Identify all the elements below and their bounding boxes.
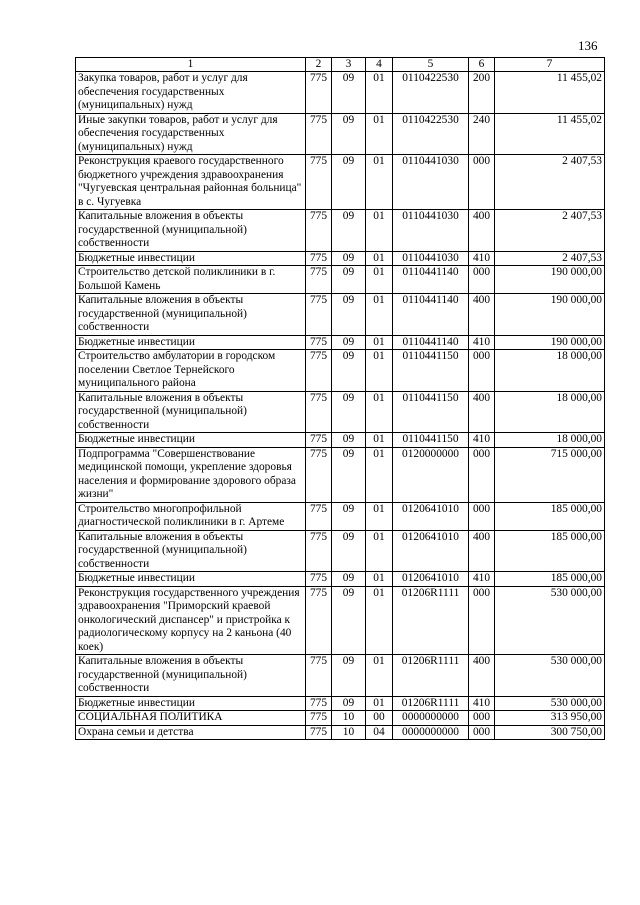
row-code-5: 0110441150 <box>393 350 469 392</box>
row-code-6: 400 <box>469 530 495 572</box>
column-header: 4 <box>366 58 393 72</box>
row-code-2: 775 <box>306 251 332 266</box>
row-name: Строительство амбулатории в городском поселении Светлое Тернейского муниципального района <box>76 350 306 392</box>
row-code-6: 000 <box>469 155 495 210</box>
row-code-2: 775 <box>306 266 332 294</box>
row-name: Бюджетные инвестиции <box>76 251 306 266</box>
row-code-2: 775 <box>306 72 332 114</box>
table-row <box>76 251 605 266</box>
column-header: 3 <box>332 58 366 72</box>
row-code-3: 09 <box>332 113 366 155</box>
row-code-3: 09 <box>332 335 366 350</box>
row-code-5: 0000000000 <box>393 711 469 726</box>
row-code-4: 01 <box>366 155 393 210</box>
row-code-5: 01206R1111 <box>393 696 469 711</box>
table-row <box>76 72 605 114</box>
row-amount: 11 455,02 <box>495 72 605 114</box>
row-code-2: 775 <box>306 530 332 572</box>
row-name: Капитальные вложения в объекты государственной (муниципальной) собственности <box>76 294 306 336</box>
row-code-2: 775 <box>306 335 332 350</box>
row-code-3: 09 <box>332 433 366 448</box>
row-amount: 185 000,00 <box>495 572 605 587</box>
row-amount: 18 000,00 <box>495 350 605 392</box>
row-code-5: 0110441150 <box>393 433 469 448</box>
row-name: Охрана семьи и детства <box>76 725 306 740</box>
table-row <box>76 655 605 697</box>
row-amount: 190 000,00 <box>495 266 605 294</box>
row-amount: 185 000,00 <box>495 502 605 530</box>
table-row <box>76 335 605 350</box>
row-name: Капитальные вложения в объекты государственной (муниципальной) собственности <box>76 530 306 572</box>
table-row <box>76 391 605 433</box>
row-amount: 2 407,53 <box>495 251 605 266</box>
row-code-2: 775 <box>306 447 332 502</box>
row-code-5: 0110441140 <box>393 335 469 350</box>
row-code-5: 0120641010 <box>393 530 469 572</box>
row-code-3: 09 <box>332 350 366 392</box>
row-code-3: 09 <box>332 391 366 433</box>
row-code-6: 410 <box>469 572 495 587</box>
row-code-4: 01 <box>366 350 393 392</box>
row-name: Капитальные вложения в объекты государственной (муниципальной) собственности <box>76 391 306 433</box>
table-row <box>76 294 605 336</box>
row-code-5: 0000000000 <box>393 725 469 740</box>
table-row <box>76 711 605 726</box>
table-row <box>76 725 605 740</box>
row-amount: 2 407,53 <box>495 155 605 210</box>
row-code-6: 400 <box>469 210 495 252</box>
row-code-6: 000 <box>469 711 495 726</box>
row-code-3: 09 <box>332 447 366 502</box>
row-code-3: 09 <box>332 696 366 711</box>
row-code-4: 01 <box>366 391 393 433</box>
table-body <box>76 72 605 740</box>
row-code-6: 410 <box>469 696 495 711</box>
row-code-5: 0120641010 <box>393 572 469 587</box>
row-code-5: 0120641010 <box>393 502 469 530</box>
table-row <box>76 433 605 448</box>
row-code-2: 775 <box>306 433 332 448</box>
row-code-6: 410 <box>469 335 495 350</box>
row-code-3: 09 <box>332 294 366 336</box>
row-amount: 530 000,00 <box>495 655 605 697</box>
row-name: Бюджетные инвестиции <box>76 433 306 448</box>
row-amount: 715 000,00 <box>495 447 605 502</box>
row-code-2: 775 <box>306 113 332 155</box>
row-code-3: 09 <box>332 266 366 294</box>
table-row <box>76 502 605 530</box>
row-code-3: 09 <box>332 530 366 572</box>
row-code-4: 01 <box>366 502 393 530</box>
row-code-3: 09 <box>332 655 366 697</box>
row-name: Капитальные вложения в объекты государственной (муниципальной) собственности <box>76 655 306 697</box>
row-code-5: 0110441140 <box>393 266 469 294</box>
row-code-6: 000 <box>469 725 495 740</box>
row-amount: 300 750,00 <box>495 725 605 740</box>
table-row <box>76 572 605 587</box>
row-code-4: 01 <box>366 294 393 336</box>
row-code-2: 775 <box>306 350 332 392</box>
row-code-3: 09 <box>332 155 366 210</box>
row-amount: 2 407,53 <box>495 210 605 252</box>
table-row <box>76 530 605 572</box>
row-amount: 18 000,00 <box>495 391 605 433</box>
row-code-2: 775 <box>306 725 332 740</box>
row-code-5: 01206R1111 <box>393 586 469 655</box>
row-code-4: 01 <box>366 113 393 155</box>
row-code-6: 200 <box>469 72 495 114</box>
row-code-6: 400 <box>469 294 495 336</box>
row-name: Реконструкция государственного учреждения здравоохранения "Приморский краевой онкологический диспансер" и пристройка к радиологическому корпусу на 2 каньона (40 коек) <box>76 586 306 655</box>
table-row <box>76 266 605 294</box>
column-header: 2 <box>306 58 332 72</box>
row-code-2: 775 <box>306 502 332 530</box>
row-code-4: 01 <box>366 572 393 587</box>
row-code-2: 775 <box>306 210 332 252</box>
row-code-4: 01 <box>366 72 393 114</box>
row-name: Бюджетные инвестиции <box>76 696 306 711</box>
row-code-6: 000 <box>469 586 495 655</box>
row-code-2: 775 <box>306 696 332 711</box>
row-code-4: 01 <box>366 447 393 502</box>
row-code-2: 775 <box>306 391 332 433</box>
row-code-2: 775 <box>306 572 332 587</box>
row-code-5: 0110441030 <box>393 251 469 266</box>
row-code-2: 775 <box>306 294 332 336</box>
row-code-3: 10 <box>332 725 366 740</box>
row-code-6: 000 <box>469 502 495 530</box>
row-amount: 530 000,00 <box>495 696 605 711</box>
row-code-4: 01 <box>366 266 393 294</box>
row-name: Закупка товаров, работ и услуг для обеспечения государственных (муниципальных) нужд <box>76 72 306 114</box>
row-code-4: 01 <box>366 210 393 252</box>
row-code-5: 01206R1111 <box>393 655 469 697</box>
column-header: 7 <box>495 58 605 72</box>
row-code-5: 0110441030 <box>393 210 469 252</box>
row-code-2: 775 <box>306 711 332 726</box>
row-amount: 530 000,00 <box>495 586 605 655</box>
row-amount: 11 455,02 <box>495 113 605 155</box>
table-row <box>76 210 605 252</box>
row-name: Реконструкция краевого государственного бюджетного учреждения здравоохранения "Чугуевская центральная районная больница" в с. Чугуевка <box>76 155 306 210</box>
row-code-2: 775 <box>306 155 332 210</box>
row-code-4: 04 <box>366 725 393 740</box>
row-name: Строительство многопрофильной диагностической поликлиники в г. Артеме <box>76 502 306 530</box>
row-amount: 190 000,00 <box>495 335 605 350</box>
row-code-6: 000 <box>469 447 495 502</box>
column-header: 6 <box>469 58 495 72</box>
row-code-5: 0110422530 <box>393 72 469 114</box>
row-amount: 18 000,00 <box>495 433 605 448</box>
row-code-4: 01 <box>366 335 393 350</box>
row-code-6: 000 <box>469 350 495 392</box>
row-name: Бюджетные инвестиции <box>76 572 306 587</box>
row-code-6: 400 <box>469 391 495 433</box>
page-number: 136 <box>578 38 598 53</box>
row-code-3: 09 <box>332 586 366 655</box>
row-code-3: 09 <box>332 502 366 530</box>
row-code-5: 0110441140 <box>393 294 469 336</box>
row-code-4: 01 <box>366 655 393 697</box>
row-code-3: 09 <box>332 72 366 114</box>
row-name: Бюджетные инвестиции <box>76 335 306 350</box>
row-code-5: 0110422530 <box>393 113 469 155</box>
table-row <box>76 350 605 392</box>
row-code-2: 775 <box>306 586 332 655</box>
row-amount: 313 950,00 <box>495 711 605 726</box>
row-code-2: 775 <box>306 655 332 697</box>
table-row <box>76 155 605 210</box>
row-name: СОЦИАЛЬНАЯ ПОЛИТИКА <box>76 711 306 726</box>
row-code-4: 01 <box>366 433 393 448</box>
row-amount: 185 000,00 <box>495 530 605 572</box>
row-code-6: 410 <box>469 433 495 448</box>
row-name: Иные закупки товаров, работ и услуг для обеспечения государственных (муниципальных) нужд <box>76 113 306 155</box>
column-header: 1 <box>76 58 306 72</box>
row-name: Подпрограмма "Совершенствование медицинской помощи, укрепление здоровья населения и формирование здорового образа жизни" <box>76 447 306 502</box>
column-header: 5 <box>393 58 469 72</box>
row-amount: 190 000,00 <box>495 294 605 336</box>
row-name: Капитальные вложения в объекты государственной (муниципальной) собственности <box>76 210 306 252</box>
row-code-5: 0110441030 <box>393 155 469 210</box>
row-code-3: 09 <box>332 251 366 266</box>
row-code-3: 09 <box>332 210 366 252</box>
row-code-5: 0120000000 <box>393 447 469 502</box>
row-code-6: 400 <box>469 655 495 697</box>
row-code-3: 09 <box>332 572 366 587</box>
row-code-6: 000 <box>469 266 495 294</box>
row-code-3: 10 <box>332 711 366 726</box>
table-row <box>76 447 605 502</box>
row-code-4: 00 <box>366 711 393 726</box>
row-name: Строительство детской поликлиники в г. Большой Камень <box>76 266 306 294</box>
row-code-6: 410 <box>469 251 495 266</box>
table-row <box>76 696 605 711</box>
row-code-4: 01 <box>366 530 393 572</box>
row-code-6: 240 <box>469 113 495 155</box>
row-code-4: 01 <box>366 696 393 711</box>
table-row <box>76 113 605 155</box>
table-row <box>76 586 605 655</box>
row-code-4: 01 <box>366 586 393 655</box>
row-code-5: 0110441150 <box>393 391 469 433</box>
budget-table <box>75 57 605 740</box>
row-code-4: 01 <box>366 251 393 266</box>
header-row <box>76 58 605 72</box>
